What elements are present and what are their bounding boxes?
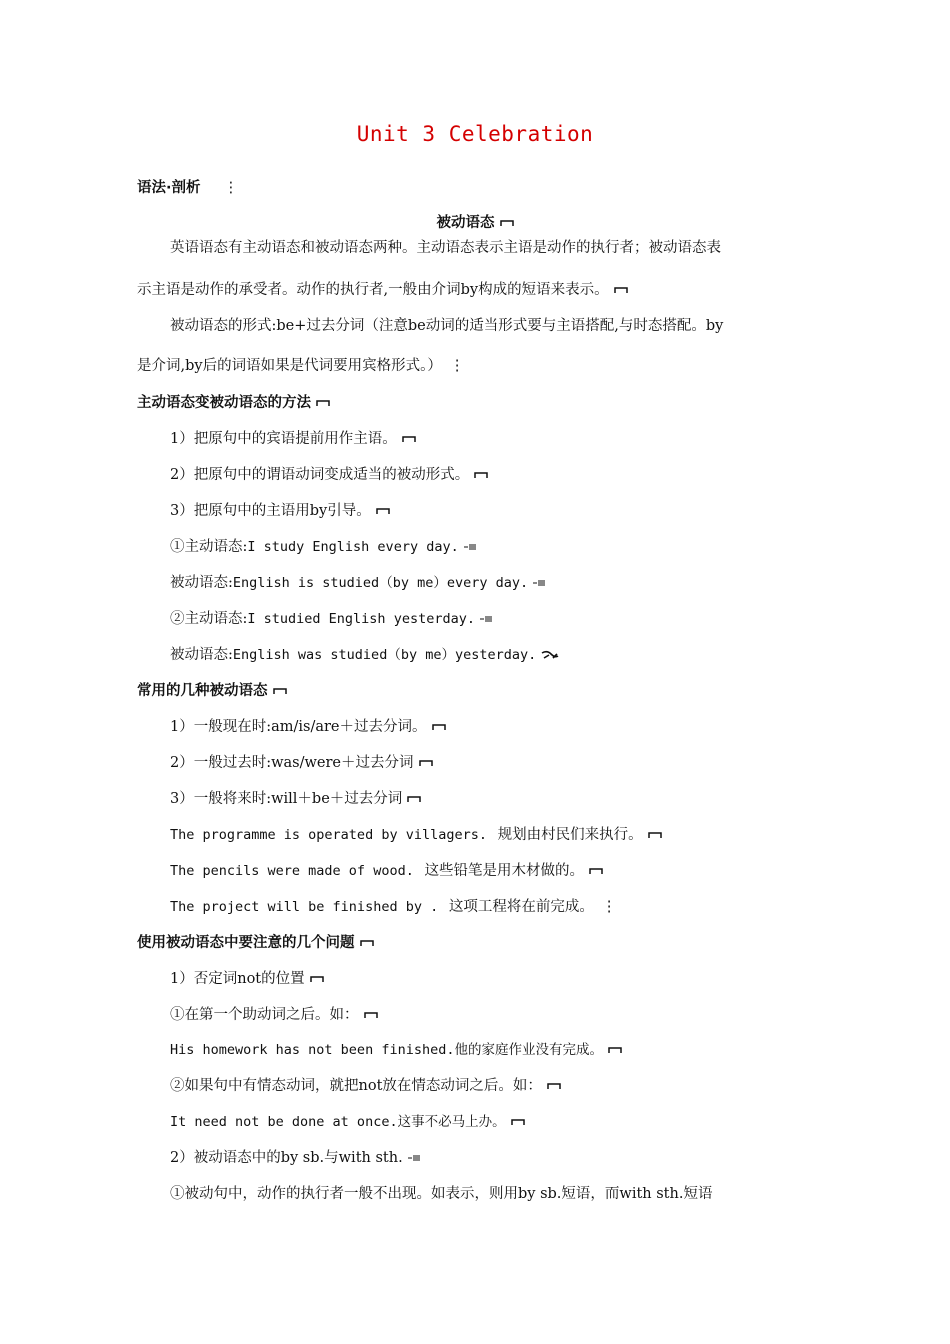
method-item (170, 501, 390, 521)
method-item-text: 3）把原句中的主语用by引导。 (170, 503, 371, 519)
common-item (170, 753, 433, 773)
heading-passive-voice (0, 213, 950, 233)
form-paragraph-line2 (137, 356, 464, 376)
note-item (170, 1005, 378, 1025)
note-item: ①被动句中，动作的执行者一般不出现。如表示，则用by sb.短语，而with sth.短语 (170, 1186, 713, 1202)
note-text: ①在第一个助动词之后。如： (170, 1007, 359, 1023)
heading-notes-text: 使用被动语态中要注意的几个问题 (137, 935, 355, 951)
example-chinese: 这项工程将在前完成。 (448, 899, 594, 915)
bracket-mark-icon (608, 1046, 622, 1054)
note-item (170, 1148, 420, 1168)
page-title: Unit 3 Celebration (356, 122, 594, 146)
note-example-text: His homework has not been finished.他的家庭作业没有完成。 (170, 1042, 603, 1058)
bracket-mark-icon (402, 435, 416, 443)
example-text: English was studied（by me）yesterday. (232, 647, 537, 663)
heading-passive-text: 被动语态 (436, 215, 495, 231)
example-label: 被动语态: (170, 647, 233, 663)
note-text: 2）被动语态中的by sb.与with sth. (170, 1150, 403, 1166)
bracket-mark-icon (432, 723, 446, 731)
example-label: 被动语态: (170, 575, 233, 591)
note-example (170, 1040, 622, 1060)
method-item (170, 429, 416, 449)
note-item (170, 969, 324, 989)
method-item (170, 465, 488, 485)
section-mark: ⋮ (449, 358, 465, 374)
dash-mark-icon (408, 1154, 420, 1162)
common-example (170, 861, 603, 881)
example-line (170, 645, 559, 665)
common-item-text: 3）一般将来时:will＋be＋过去分词 (170, 791, 403, 807)
section-mark: ⋮ (223, 180, 239, 196)
bracket-mark-icon (474, 471, 488, 479)
bracket-mark-icon (648, 831, 662, 839)
bracket-mark-icon (614, 286, 628, 294)
note-item (170, 1076, 561, 1096)
example-label: ②主动语态: (170, 611, 248, 627)
example-english: The programme is operated by villagers. (170, 827, 487, 843)
example-text: English is studied（by me）every day. (232, 575, 529, 591)
bracket-mark-icon (316, 399, 330, 407)
common-item-text: 1）一般现在时:am/is/are＋过去分词。 (170, 719, 427, 735)
section-label-text: 语法·剖析 (137, 180, 201, 196)
bracket-mark-icon (376, 507, 390, 515)
method-item-text: 2）把原句中的谓语动词变成适当的被动形式。 (170, 467, 470, 483)
form-line2-text: 是介词,by后的词语如果是代词要用宾格形式。） (137, 358, 442, 374)
bracket-mark-icon (407, 795, 421, 803)
method-item-text: 1）把原句中的宾语提前用作主语。 (170, 431, 397, 447)
common-item (170, 789, 421, 809)
bracket-mark-icon (273, 687, 287, 695)
bracket-mark-icon (364, 1011, 378, 1019)
example-text: I studied English yesterday. (247, 611, 475, 627)
section-mark: ⋮ (601, 899, 617, 915)
heading-common-forms (137, 681, 287, 701)
intro-paragraph-line1: 英语语态有主动语态和被动语态两种。主动语态表示主语是动作的执行者；被动语态表 (170, 240, 721, 256)
bracket-mark-icon (500, 219, 514, 227)
common-example (170, 825, 662, 845)
dash-mark-icon (480, 615, 492, 623)
example-line (170, 609, 492, 629)
bracket-mark-icon (511, 1118, 525, 1126)
bracket-mark-icon (589, 867, 603, 875)
note-text: 1）否定词not的位置 (170, 971, 305, 987)
common-item (170, 717, 446, 737)
common-item-text: 2）一般过去时:was/were＋过去分词 (170, 755, 414, 771)
note-example-text: It need not be done at once.这事不必马上办。 (170, 1114, 506, 1130)
example-english: The project will be finished by . (170, 899, 439, 915)
example-line (170, 537, 476, 557)
scribble-mark-icon (541, 650, 559, 660)
note-text: ②如果句中有情态动词，就把not放在情态动词之后。如： (170, 1078, 542, 1094)
example-chinese: 这些铅笔是用木材做的。 (424, 863, 584, 879)
common-example (170, 897, 616, 917)
example-line (170, 573, 545, 593)
intro-line2-text: 示主语是动作的承受者。动作的执行者,一般由介词by构成的短语来表示。 (137, 282, 609, 298)
example-text: I study English every day. (247, 539, 459, 555)
note-example (170, 1112, 525, 1132)
section-label (137, 178, 238, 198)
bracket-mark-icon (547, 1082, 561, 1090)
dash-mark-icon (533, 579, 545, 587)
bracket-mark-icon (419, 759, 433, 767)
form-paragraph-line1: 被动语态的形式:be+过去分词（注意be动词的适当形式要与主语搭配,与时态搭配。by (170, 318, 724, 334)
dash-mark-icon (464, 543, 476, 551)
bracket-mark-icon (360, 939, 374, 947)
heading-common-text: 常用的几种被动语态 (137, 683, 268, 699)
heading-notes (137, 933, 374, 953)
example-chinese: 规划由村民们来执行。 (497, 827, 643, 843)
intro-paragraph-line2 (137, 280, 628, 300)
example-english: The pencils were made of wood. (170, 863, 414, 879)
heading-method-text: 主动语态变被动语态的方法 (137, 395, 311, 411)
heading-conversion-method (137, 393, 330, 413)
bracket-mark-icon (310, 975, 324, 983)
example-label: ①主动语态: (170, 539, 248, 555)
